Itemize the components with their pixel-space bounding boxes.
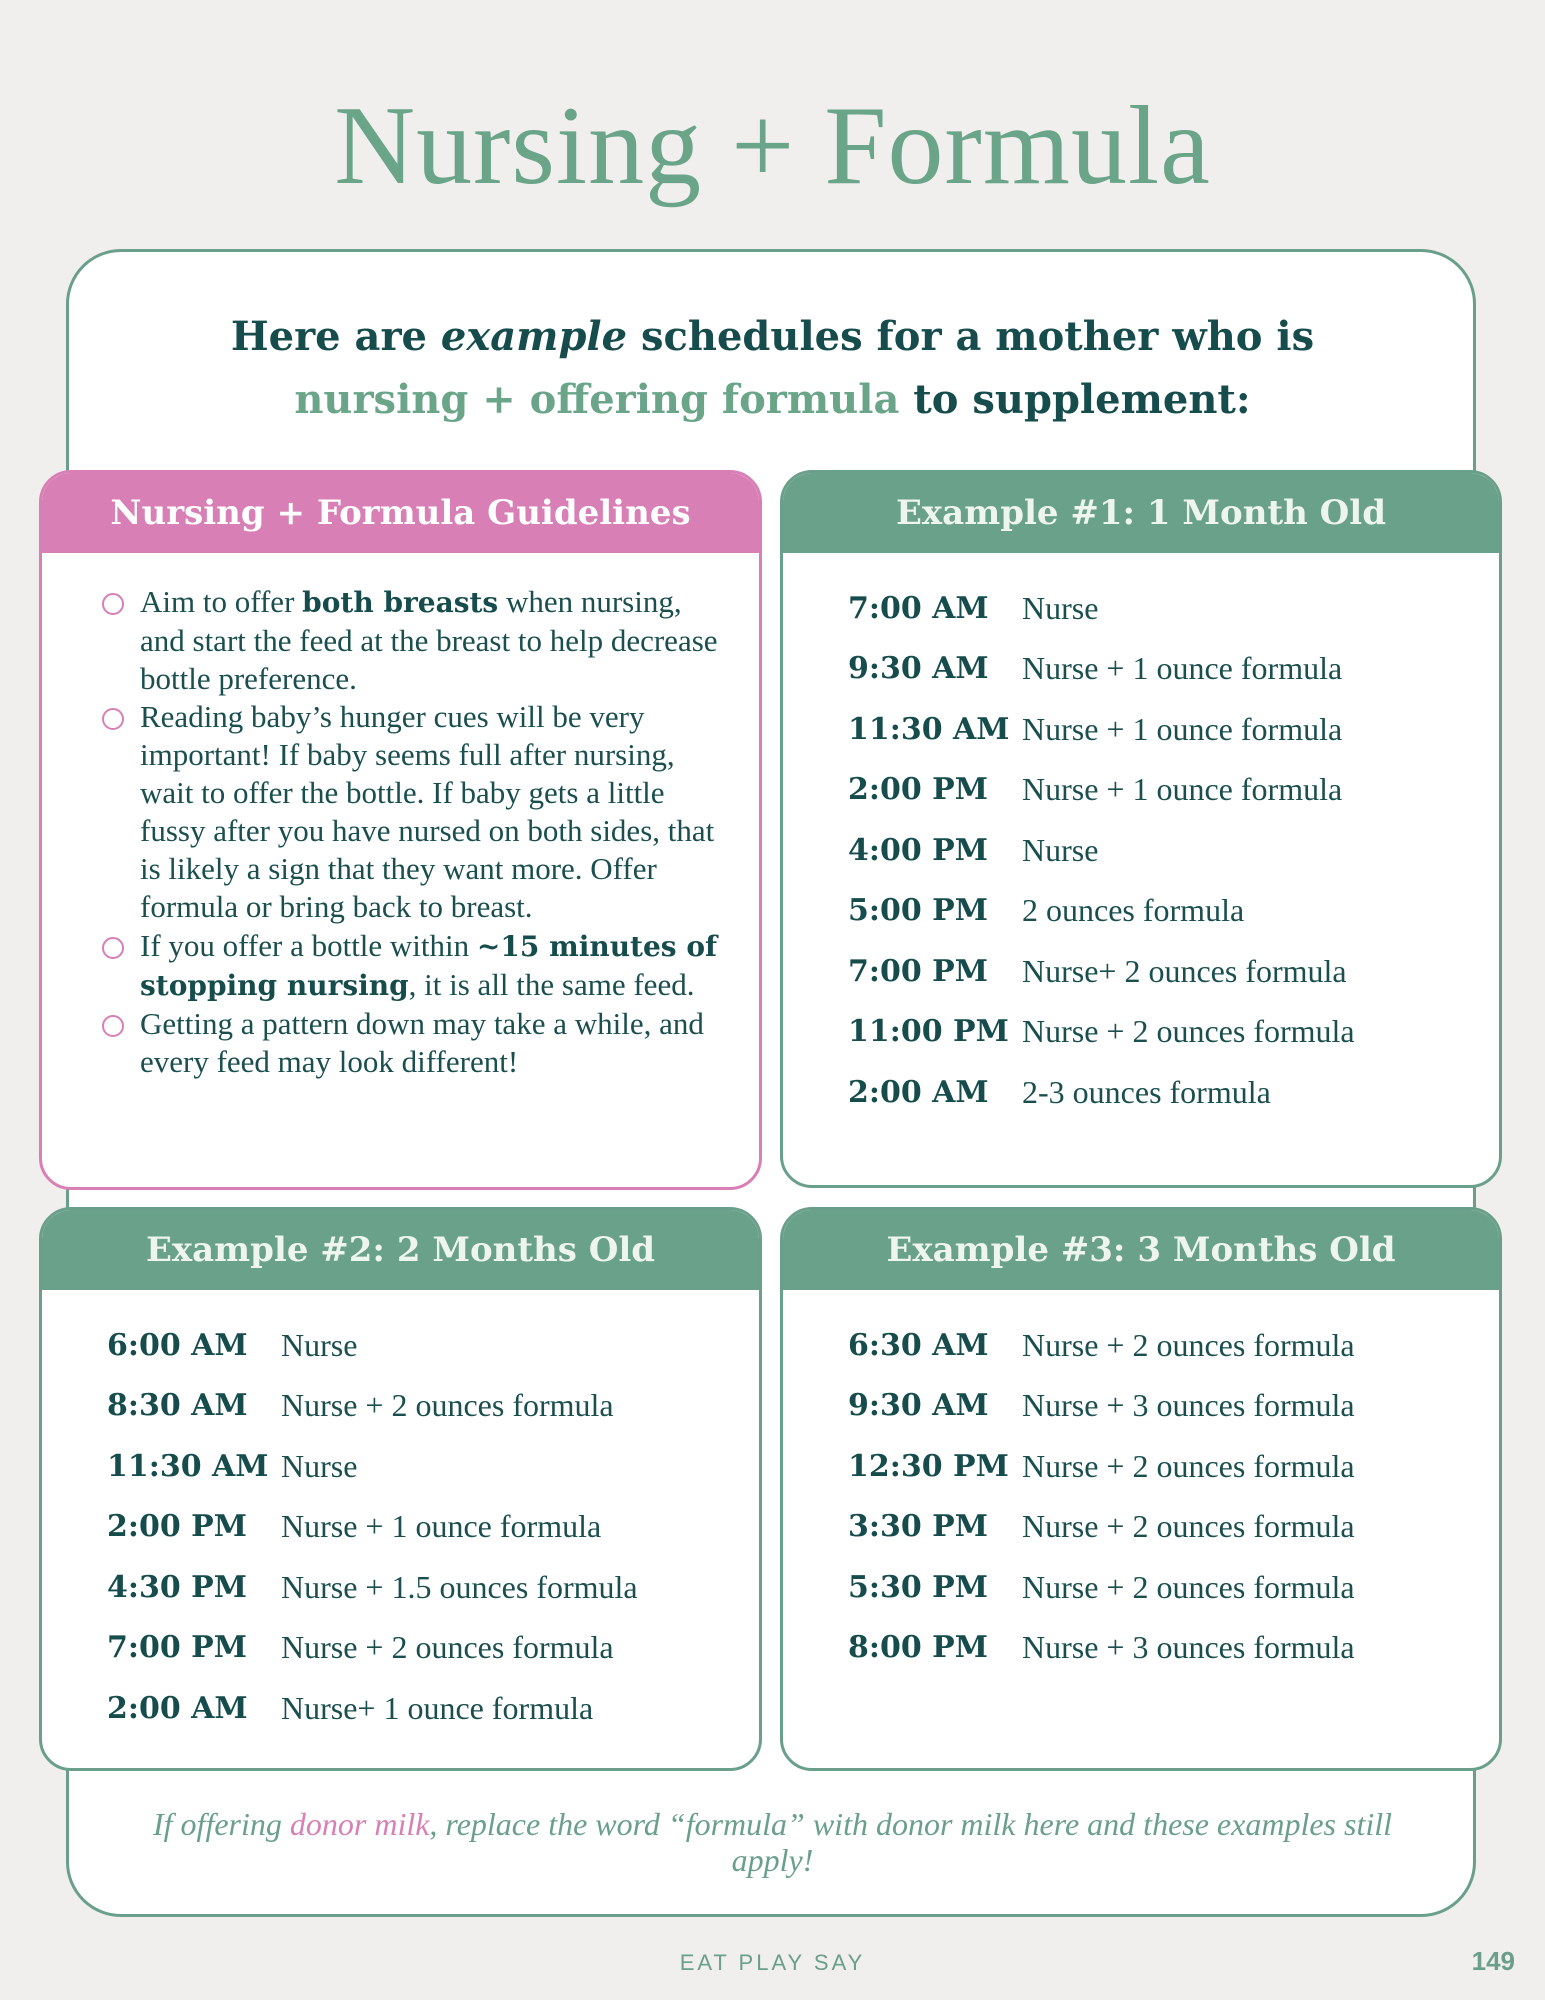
schedule-row [783,820,1499,881]
schedule-time: 11:00 PM [848,1014,1009,1050]
schedule-row [783,1062,1499,1123]
schedule-row [42,1557,759,1618]
schedule-time: 12:30 PM [848,1448,1009,1484]
example-2-heading: Example #2: 2 Months Old [42,1210,759,1290]
guideline-bold-text: ~15 minutes of stopping nursing [140,930,718,1002]
page-title: Nursing + Formula [334,84,1211,208]
schedule-activity: Nurse + 2 ounces formula [1022,1447,1355,1484]
schedule-row [42,1376,759,1437]
schedule-time: 2:00 PM [848,772,988,808]
schedule-row [42,1315,759,1376]
intro-line2-end: to supplement: [899,376,1251,423]
intro-line1-start: Here are [230,313,441,360]
schedule-time: 4:30 PM [107,1569,247,1605]
schedule-time: 5:30 PM [848,1569,988,1605]
circle-bullet-icon [102,1015,124,1037]
example-3-heading: Example #3: 3 Months Old [783,1210,1499,1290]
schedule-row [783,699,1499,760]
schedule-activity: 2-3 ounces formula [1022,1073,1271,1110]
schedule-time: 2:00 AM [848,1074,989,1110]
guideline-text: Getting a pattern down may take a while, and every feed may look different! [140,1006,704,1079]
guideline-item [102,1005,719,1082]
example-1-heading: Example #1: 1 Month Old [783,473,1499,553]
schedule-activity: Nurse + 2 ounces formula [281,1629,614,1666]
guideline-text: , it is all the same feed. [408,967,695,1002]
schedule-activity: Nurse + 3 ounces formula [1022,1629,1355,1666]
schedule-row [783,760,1499,821]
example-2-card [39,1207,762,1771]
schedule-row [42,1497,759,1558]
schedule-row [783,1436,1499,1497]
guideline-item [102,698,719,927]
guideline-text: Reading baby’s hunger cues will be very important! If baby seems full after nursing, wait to offer the bottle. If baby gets a little fussy after you have nursed on both sides, that is likely a sign that they want more. Offer formula or bring back to breast. [140,699,715,924]
intro-text [100,305,1445,431]
schedule-time: 7:00 AM [848,590,989,626]
intro-highlight: nursing + offering formula [294,376,900,423]
note-end: , replace the word “formula” with donor milk here and these examples still apply! [429,1806,1392,1878]
intro-line1-end: schedules for a mother who is [627,313,1315,360]
schedule-activity: Nurse [281,1326,358,1363]
guideline-text: If you offer a bottle within [140,928,477,963]
schedule-activity: Nurse + 2 ounces formula [1022,1326,1355,1363]
schedule-time: 4:00 PM [848,832,988,868]
schedule-activity: Nurse [1022,831,1099,868]
schedule-row [783,1002,1499,1063]
schedule-row [42,1618,759,1679]
schedule-row [42,1678,759,1739]
schedule-activity: Nurse + 1 ounce formula [1022,710,1343,747]
guidelines-heading: Nursing + Formula Guidelines [42,473,759,553]
schedule-time: 6:30 AM [848,1327,989,1363]
schedule-time: 11:30 AM [848,711,1010,747]
note-highlight: donor milk [289,1806,430,1842]
schedule-row [42,1436,759,1497]
schedule-activity: Nurse + 1 ounce formula [1022,650,1343,687]
guideline-text: when nursing, and start the feed at the breast to help decrease bottle preference. [140,584,718,696]
schedule-time: 7:00 PM [848,953,988,989]
schedule-activity: Nurse + 2 ounces formula [281,1387,614,1424]
schedule-time: 2:00 PM [107,1509,247,1545]
schedule-activity: 2 ounces formula [1022,892,1245,929]
schedule-row [783,1497,1499,1558]
schedule-activity: Nurse+ 1 ounce formula [281,1689,594,1726]
schedule-row [783,881,1499,942]
page-number: 149 [1471,1946,1515,1976]
example-1-schedule [783,553,1499,1123]
schedule-activity: Nurse + 1 ounce formula [1022,771,1343,808]
schedule-row [783,1557,1499,1618]
schedule-activity: Nurse+ 2 ounces formula [1022,952,1347,989]
footer-brand: EAT PLAY SAY [679,1950,866,1975]
guideline-bold-text: both breasts [302,586,499,619]
schedule-time: 8:00 PM [848,1630,988,1666]
schedule-time: 11:30 AM [107,1448,269,1484]
schedule-activity: Nurse + 2 ounces formula [1022,1508,1355,1545]
example-3-schedule [783,1290,1499,1678]
schedule-activity: Nurse [1022,589,1099,626]
schedule-activity: Nurse + 1.5 ounces formula [281,1568,638,1605]
schedule-activity: Nurse + 2 ounces formula [1022,1568,1355,1605]
schedule-time: 2:00 AM [107,1690,248,1726]
guideline-item [102,927,719,1005]
schedule-row [783,1315,1499,1376]
example-2-schedule [42,1290,759,1739]
guidelines-list [42,553,759,1082]
example-3-card [780,1207,1502,1771]
circle-bullet-icon [102,708,124,730]
schedule-time: 3:30 PM [848,1509,988,1545]
circle-bullet-icon [102,593,124,615]
schedule-activity: Nurse + 3 ounces formula [1022,1387,1355,1424]
schedule-time: 9:30 AM [848,1388,989,1424]
schedule-time: 5:00 PM [848,893,988,929]
schedule-activity: Nurse [281,1447,358,1484]
circle-bullet-icon [102,937,124,959]
schedule-activity: Nurse + 1 ounce formula [281,1508,602,1545]
schedule-row [783,1376,1499,1437]
schedule-activity: Nurse + 2 ounces formula [1022,1013,1355,1050]
donor-milk-note [120,1806,1425,1878]
example-1-card [780,470,1502,1188]
schedule-time: 6:00 AM [107,1327,248,1363]
guidelines-card [39,470,762,1190]
schedule-time: 8:30 AM [107,1388,248,1424]
schedule-row [783,941,1499,1002]
schedule-row [783,1618,1499,1679]
guideline-item [102,583,719,698]
intro-emphasis: example [440,313,628,360]
schedule-row [783,578,1499,639]
guideline-text: Aim to offer [140,584,303,619]
note-start: If offering [153,1806,290,1842]
schedule-time: 7:00 PM [107,1630,247,1666]
schedule-time: 9:30 AM [848,651,989,687]
intro-line-1 [100,305,1445,368]
schedule-row [783,639,1499,700]
intro-line-2 [100,368,1445,431]
